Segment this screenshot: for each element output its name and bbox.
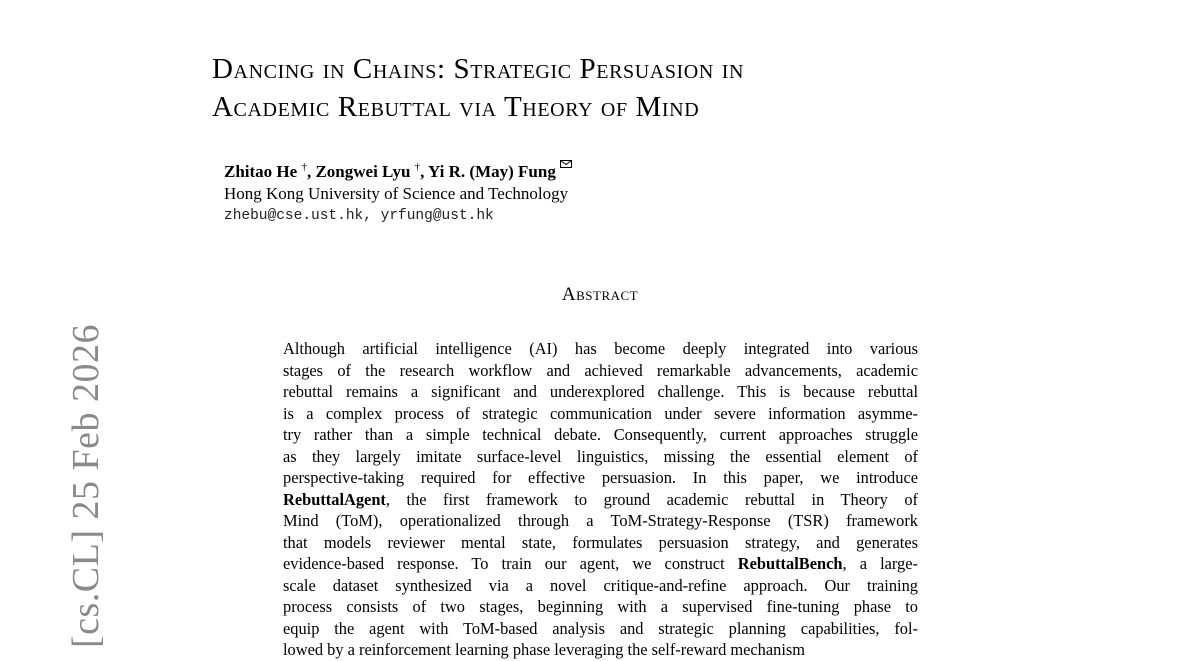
author-name: Zhitao He (224, 162, 298, 181)
abstract-line (283, 489, 918, 511)
arxiv-stamp: [cs.CL] 25 Feb 2026 (65, 323, 107, 648)
abstract-heading: Abstract (561, 284, 639, 305)
author-name: Yi R. (May) Fung (428, 162, 556, 181)
author-name: Zongwei Lyu (315, 162, 411, 181)
abstract-text: Although artificial intelligence (AI) has become deeply integrated into various (283, 339, 918, 358)
abstract-text: rebuttal remains a significant and underexplored challenge. This is because rebuttal (283, 382, 918, 401)
abstract-bold-term: RebuttalBench (737, 554, 843, 573)
abstract-text: equip the agent with ToM-based analysis and strategic planning capabilities, fol- (283, 618, 918, 638)
author-separator: , (420, 162, 429, 181)
abstract-text: as they largely imitate surface-level linguistics, missing the essential element of (283, 446, 918, 466)
abstract-text: , the first framework to ground academic rebuttal in Theory of (385, 489, 918, 509)
abstract-text: perspective-taking required for effective persuasion. In this paper, we introduce (283, 468, 918, 487)
abstract-line (283, 532, 918, 554)
author-separator: , (306, 162, 316, 181)
abstract-text: process consists of two stages, beginning with a supervised fine-tuning phase to (283, 597, 918, 616)
abstract-text: Mind (ToM), operationalized through a ToM-Strategy-Response (TSR) framework (283, 511, 918, 530)
abstract-text: , a large- (842, 554, 918, 573)
title-line-1: Dancing in Chains: Strategic Persuasion in (212, 53, 745, 85)
abstract-line (283, 360, 918, 382)
abstract-bold-term: RebuttalAgent (283, 489, 386, 509)
abstract-line (283, 338, 918, 360)
abstract-text: stages of the research workflow and achieved remarkable advancements, academic (283, 360, 918, 380)
abstract-line (283, 596, 918, 618)
abstract-line (283, 446, 918, 468)
abstract-line (283, 424, 918, 446)
author-list (224, 160, 572, 183)
equal-contribution-mark: † (414, 161, 421, 173)
author-emails: zhebu@cse.ust.hk, yrfung@ust.hk (224, 208, 494, 224)
abstract-line (283, 618, 918, 640)
abstract-line (283, 639, 918, 661)
abstract-text: try rather than a simple technical debate. Consequently, current approaches struggle (283, 425, 918, 444)
abstract-line (283, 510, 918, 532)
abstract-text: is a complex process of strategic communication under severe information asymme- (283, 403, 918, 423)
abstract-text: lowed by a reinforcement learning phase leveraging the self-reward mechanism (283, 640, 806, 659)
abstract-line (283, 403, 918, 425)
abstract-line (283, 467, 918, 489)
abstract-line (283, 553, 918, 575)
paper-title (212, 50, 744, 126)
equal-contribution-mark: † (301, 161, 307, 173)
envelope-icon (560, 160, 572, 168)
abstract-line (283, 381, 918, 403)
abstract-body (283, 338, 918, 661)
abstract-text: evidence-based response. To train our agent, we construct (283, 554, 738, 573)
abstract-text: that models reviewer mental state, formulates persuasion strategy, and generates (283, 532, 918, 552)
abstract-line (283, 575, 918, 597)
title-line-2: Academic Rebuttal via Theory of Mind (212, 91, 700, 123)
abstract-text: scale dataset synthesized via a novel critique-and-refine approach. Our training (283, 575, 918, 595)
affiliation: Hong Kong University of Science and Technology (224, 184, 569, 203)
